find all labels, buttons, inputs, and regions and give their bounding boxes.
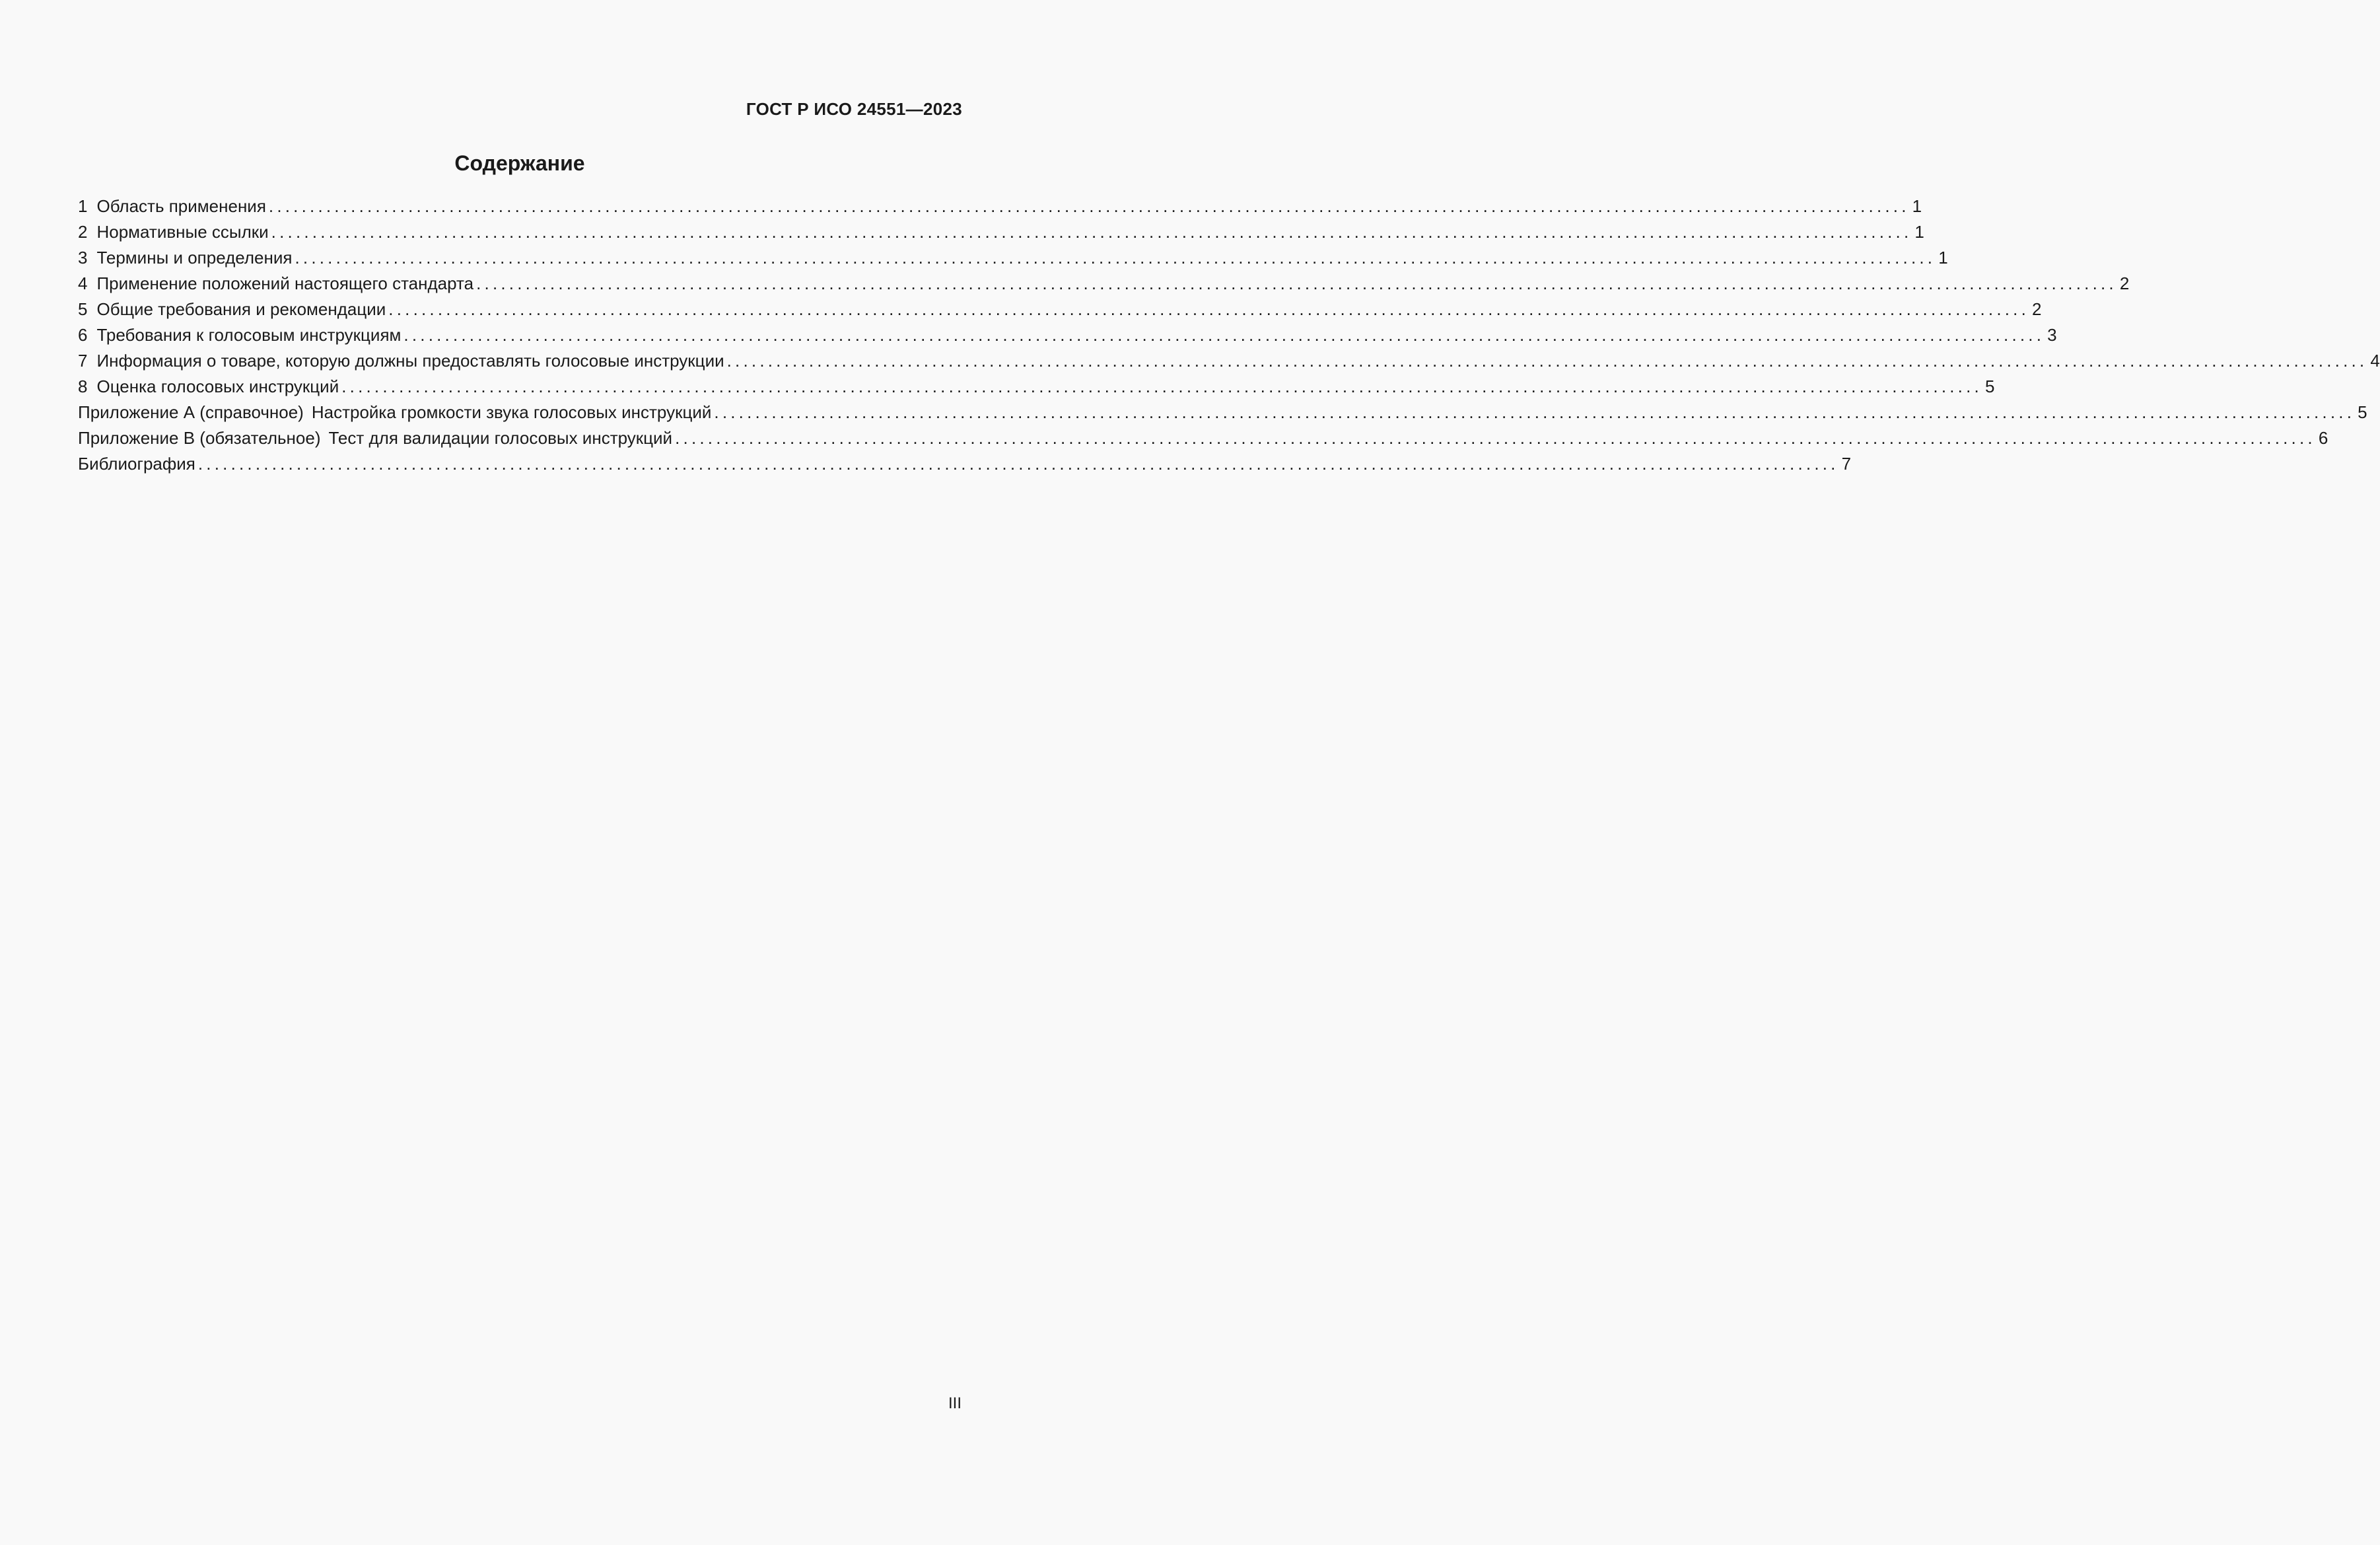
toc-entry-label: Требования к голосовым инструкциям — [96, 325, 402, 345]
toc-entry-page: 4 — [2370, 351, 2380, 371]
table-of-contents — [78, 194, 2380, 477]
toc-dot-leader: ........................................................................................................................................................................................................ — [271, 222, 1912, 242]
toc-entry[interactable] — [78, 245, 1948, 271]
toc-entry-page: 7 — [1841, 454, 1852, 474]
toc-entry-number: 3 — [78, 248, 88, 268]
toc-entry[interactable] — [78, 271, 2130, 297]
toc-entry[interactable] — [78, 297, 2042, 322]
toc-entry-page: 3 — [2047, 325, 2057, 345]
toc-entry-page: 2 — [2119, 273, 2130, 293]
toc-appendix-prefix: Приложение А (справочное) — [78, 402, 304, 422]
toc-dot-leader: ........................................................................................................................................................................................................ — [295, 248, 1936, 268]
toc-entry-label — [78, 425, 672, 451]
toc-entry-number: 4 — [78, 273, 88, 293]
toc-entry-number: 8 — [78, 377, 88, 396]
toc-entry-number: 1 — [78, 196, 88, 216]
toc-dot-leader: ........................................................................................................................................................................................................ — [476, 273, 2117, 293]
toc-entry[interactable] — [78, 219, 1924, 245]
toc-entry-page: 1 — [1914, 222, 1924, 242]
toc-entry-appendix-a[interactable] — [78, 400, 2367, 425]
toc-entry[interactable] — [78, 374, 1995, 400]
toc-appendix-prefix: Приложение В (обязательное) — [78, 428, 321, 448]
toc-dot-leader: ........................................................................................................................................................................................................ — [675, 428, 2316, 448]
toc-entry-label: Применение положений настоящего стандарта — [96, 273, 474, 293]
toc-dot-leader: ........................................................................................................................................................................................................ — [726, 351, 2368, 371]
toc-entry-page: 2 — [2032, 299, 2042, 319]
toc-entry-page: 1 — [1938, 248, 1948, 268]
toc-entry-label: Нормативные ссылки — [96, 222, 269, 242]
page-number: III — [948, 1394, 962, 1412]
toc-appendix-title: Тест для валидации голосовых инструкций — [328, 428, 673, 448]
toc-dot-leader: ........................................................................................................................................................................................................ — [197, 454, 1839, 474]
toc-entry-label — [78, 400, 711, 425]
toc-entry-number: 2 — [78, 222, 88, 242]
toc-dot-leader: ........................................................................................................................................................................................................ — [714, 402, 2356, 422]
toc-appendix-title: Настройка громкости звука голосовых инструкций — [311, 402, 712, 422]
toc-entry-label: Общие требования и рекомендации — [96, 299, 386, 319]
toc-entry-label: Библиография — [78, 454, 195, 474]
toc-entry-label: Термины и определения — [96, 248, 293, 268]
toc-entry-number: 7 — [78, 351, 88, 371]
toc-entry-label: Информация о товаре, которую должны предоставлять голосовые инструкции — [96, 351, 724, 371]
toc-entry[interactable] — [78, 348, 2380, 374]
toc-entry-page: 1 — [1912, 196, 1922, 216]
toc-entry-label: Оценка голосовых инструкций — [96, 377, 339, 396]
toc-dot-leader: ........................................................................................................................................................................................................ — [403, 325, 2045, 345]
toc-dot-leader: ........................................................................................................................................................................................................ — [341, 377, 1982, 396]
toc-entry-appendix-b[interactable] — [78, 425, 2328, 451]
toc-entry[interactable] — [78, 322, 2057, 348]
toc-entry-page: 5 — [1984, 377, 1995, 396]
toc-dot-leader: ........................................................................................................................................................................................................ — [268, 196, 1910, 216]
document-header: ГОСТ Р ИСО 24551—2023 — [746, 99, 962, 119]
toc-entry-number: 5 — [78, 299, 88, 319]
toc-entry-page: 5 — [2358, 402, 2367, 422]
toc-entry-number: 6 — [78, 325, 88, 345]
toc-entry-bibliography[interactable] — [78, 451, 1852, 477]
toc-entry-label: Область применения — [96, 196, 266, 216]
toc-title: Содержание — [454, 151, 585, 175]
toc-entry-page: 6 — [2318, 428, 2328, 448]
toc-entry[interactable] — [78, 194, 1922, 219]
toc-dot-leader: ........................................................................................................................................................................................................ — [388, 299, 2030, 319]
